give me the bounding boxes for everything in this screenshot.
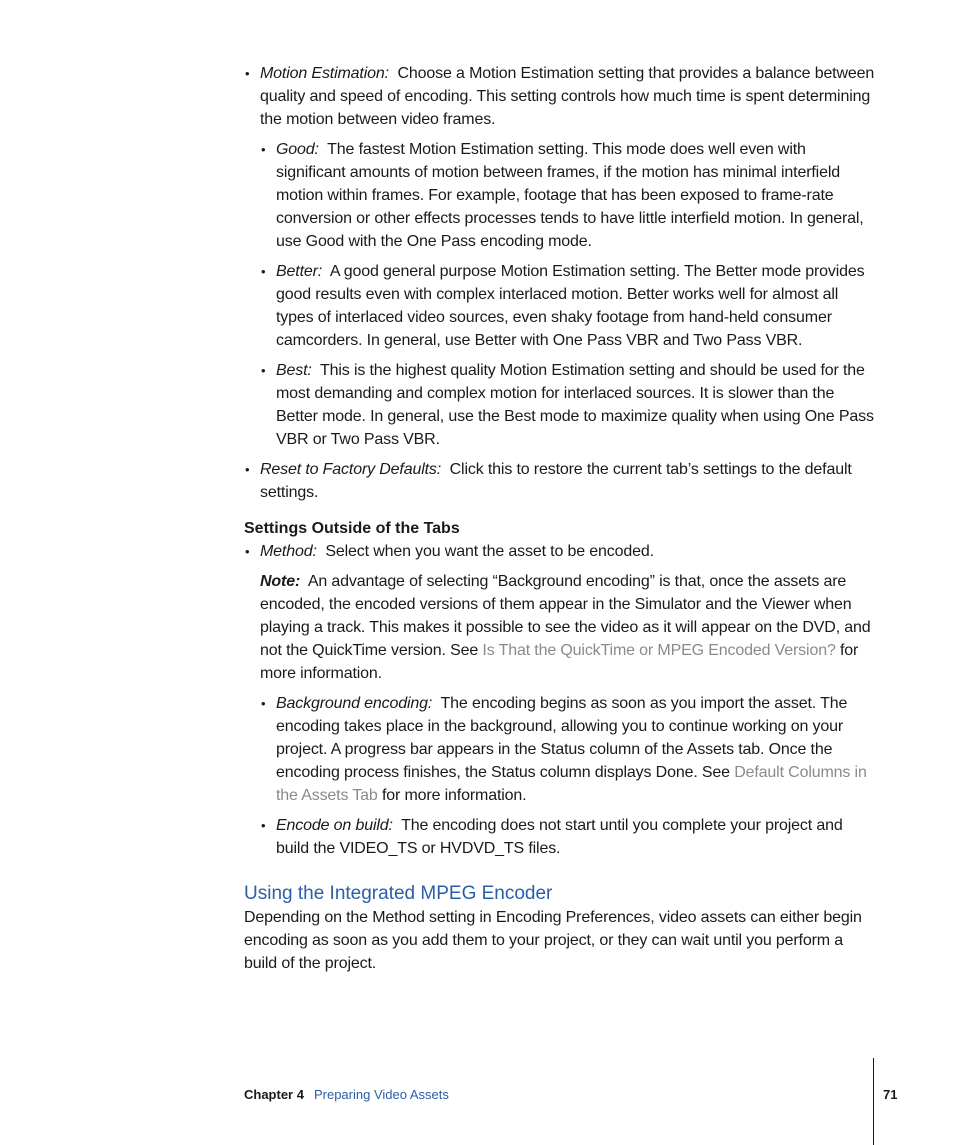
list-item-motion-estimation (244, 62, 876, 131)
item-text: The encoding does not start until you complete your project and build the VIDEO_TS or HVDVD_TS files. (276, 817, 843, 857)
term: Reset to Factory Defaults: (260, 461, 442, 478)
item-text: The fastest Motion Estimation setting. This mode does well even with significant amounts of motion between frames, if the motion has minimal interfield motion within frames. For example, footage that has been exposed to frame-rate conversion or other effects processes tends to have little interfield motion. In general, use Good with the One Pass encoding mode. (276, 141, 864, 250)
settings-outside-heading: Settings Outside of the Tabs (244, 520, 460, 537)
bullet: • (245, 66, 250, 81)
page-number: 71 (883, 1087, 898, 1102)
item-text: Select when you want the asset to be encoded. (325, 543, 654, 560)
list-item-background-encoding (244, 692, 876, 807)
term: Motion Estimation: (260, 65, 389, 82)
footer-chapter: Chapter 4 (244, 1087, 304, 1102)
note-paragraph (244, 570, 876, 685)
term: Method: (260, 543, 317, 560)
bullet: • (261, 818, 266, 833)
bullet: • (261, 264, 266, 279)
footer-divider (873, 1058, 874, 1145)
bullet: • (245, 544, 250, 559)
footer (244, 1087, 449, 1102)
term: Better: (276, 263, 323, 280)
link-default-columns[interactable]: Default Columns in the Assets Tab (276, 764, 867, 804)
bullet: • (261, 363, 266, 378)
list-item-reset (244, 458, 876, 504)
list-item-better (244, 260, 876, 352)
term: Good: (276, 141, 319, 158)
item-text: Click this to restore the current tab’s settings to the default settings. (260, 461, 852, 501)
list-item-best (244, 359, 876, 451)
term: Encode on build: (276, 817, 393, 834)
section-body: Depending on the Method setting in Encoding Preferences, video assets can either begin encoding as soon as you add them to your project, or they can wait until you perform a build of the project. (244, 909, 862, 972)
page-content (244, 62, 876, 975)
list-item-good (244, 138, 876, 253)
term: Best: (276, 362, 312, 379)
note-text-after: for more information. (260, 642, 859, 682)
item-text: The encoding begins as soon as you import the asset. The encoding takes place in the background, allowing you to continue working on your project. A progress bar appears in the Status column of the Assets tab. Once the encoding process finishes, the Status column displays Done. See (276, 695, 848, 781)
footer-chapter-title[interactable]: Preparing Video Assets (313, 1087, 449, 1102)
note-head: Note: (260, 573, 301, 590)
note-text: An advantage of selecting “Background encoding” is that, once the assets are encoded, the encoded versions of them appear in the Simulator and the Viewer when playing a track. This makes it possible to see the video as it will appear on the DVD, and not the QuickTime version. See (260, 573, 871, 659)
section-title: Using the Integrated MPEG Encoder (244, 883, 553, 904)
item-text: This is the highest quality Motion Estimation setting and should be used for the most demanding and complex motion for interlaced sources. It is slower than the Better mode. In general, use the Best mode to maximize quality when using One Pass VBR or Two Pass VBR. (276, 362, 874, 448)
bullet: • (261, 142, 266, 157)
list-item-encode-on-build (244, 814, 876, 860)
term: Background encoding: (276, 695, 433, 712)
item-text: Choose a Motion Estimation setting that provides a balance between quality and speed of encoding. This setting controls how much time is spent determining the motion between video frames. (260, 65, 875, 128)
item-text-after: for more information. (381, 787, 527, 804)
link-quicktime-or-mpeg[interactable]: Is That the QuickTime or MPEG Encoded Version? (482, 642, 836, 659)
list-item-method (244, 540, 876, 563)
bullet: • (261, 696, 266, 711)
item-text: A good general purpose Motion Estimation setting. The Better mode provides good results even with complex interlaced motion. Better works well for almost all types of interlaced video sources, even shaky footage from hand-held consumer camcorders. In general, use Better with One Pass VBR and Two Pass VBR. (276, 263, 865, 349)
bullet: • (245, 462, 250, 477)
